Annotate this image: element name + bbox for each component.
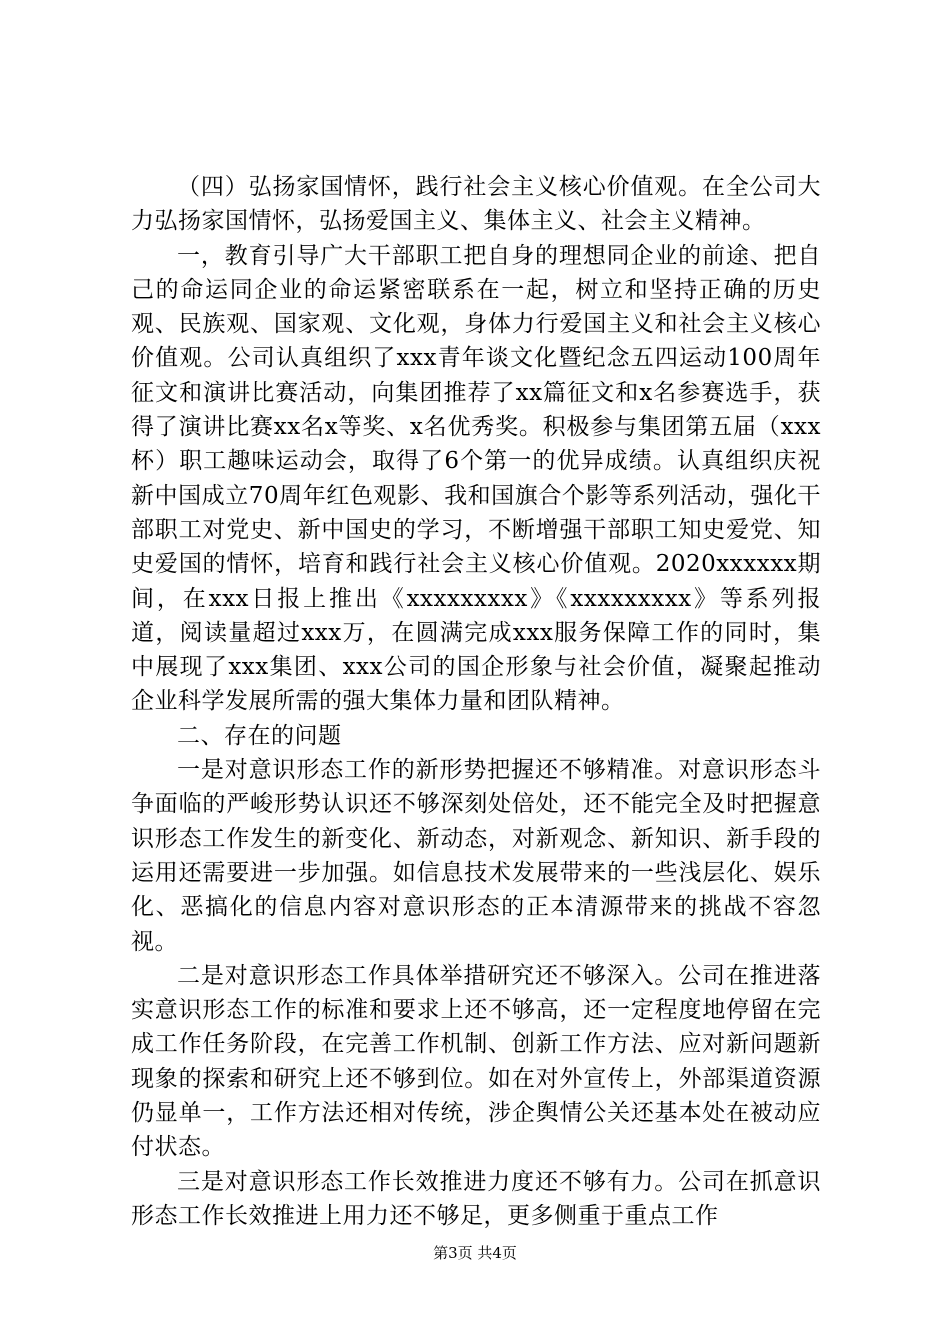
- paragraph-problem-three: 三是对意识形态工作长效推进力度还不够有力。公司在抓意识形态工作长效推进上用力还不够足，更多侧重于重点工作: [131, 1168, 821, 1229]
- document-body: [131, 170, 821, 1233]
- paragraph-problem-two: 二是对意识形态工作具体举措研究还不够深入。公司在推进落实意识形态工作的标准和要求上还不够高，还一定程度地停留在完成工作任务阶段，在完善工作机制、创新工作方法、应对新问题新现象的探索和研究上还不够到位。如在对外宣传上，外部渠道资源仍显单一，工作方法还相对传统，涉企舆情公关还基本处在被动应付状态。: [131, 962, 821, 1161]
- page-number-footer: 第3页 共4页: [433, 1244, 517, 1262]
- paragraph-patriotism-education: 一，教育引导广大干部职工把自身的理想同企业的前途、把自己的命运同企业的命运紧密联系在一起，树立和坚持正确的历史观、民族观、国家观、文化观，身体力行爱国主义和社会主义核心价值观。公司认真组织了xxx青年谈文化暨纪念五四运动100周年征文和演讲比赛活动，向集团推荐了xx篇征文和x名参赛选手，获得了演讲比赛xx名x等奖、x名优秀奖。积极参与集团第五届（xxx杯）职工趣味运动会，取得了6个第一的优异成绩。认真组织庆祝新中国成立70周年红色观影、我和国旗合个影等系列活动，强化干部职工对党史、新中国史的学习，不断增强干部职工知史爱党、知史爱国的情怀，培育和践行社会主义核心价值观。2020xxxxxx期间，在xxx日报上推出《xxxxxxxxx》《xxxxxxxxx》等系列报道，阅读量超过xxx万，在圆满完成xxx服务保障工作的同时，集中展现了xxx集团、xxx公司的国企形象与社会价值，凝聚起推动企业科学发展所需的强大集体力量和团队精神。: [131, 242, 821, 715]
- section-heading-existing-problems: 二、存在的问题: [177, 722, 342, 749]
- paragraph-problem-one: 一是对意识形态工作的新形势把握还不够精准。对意识形态斗争面临的严峻形势认识还不够深刻处倍处，还不能完全及时把握意识形态工作发生的新变化、新动态，对新观念、新知识、新手段的运用还需要进一步加强。如信息技术发展带来的一些浅层化、娱乐化、恶搞化的信息内容对意识形态的正本清源带来的挑战不容忽视。: [131, 757, 821, 955]
- paragraph-section-four: （四）弘扬家国情怀，践行社会主义核心价值观。在全公司大力弘扬家国情怀，弘扬爱国主义、集体主义、社会主义精神。: [131, 174, 821, 235]
